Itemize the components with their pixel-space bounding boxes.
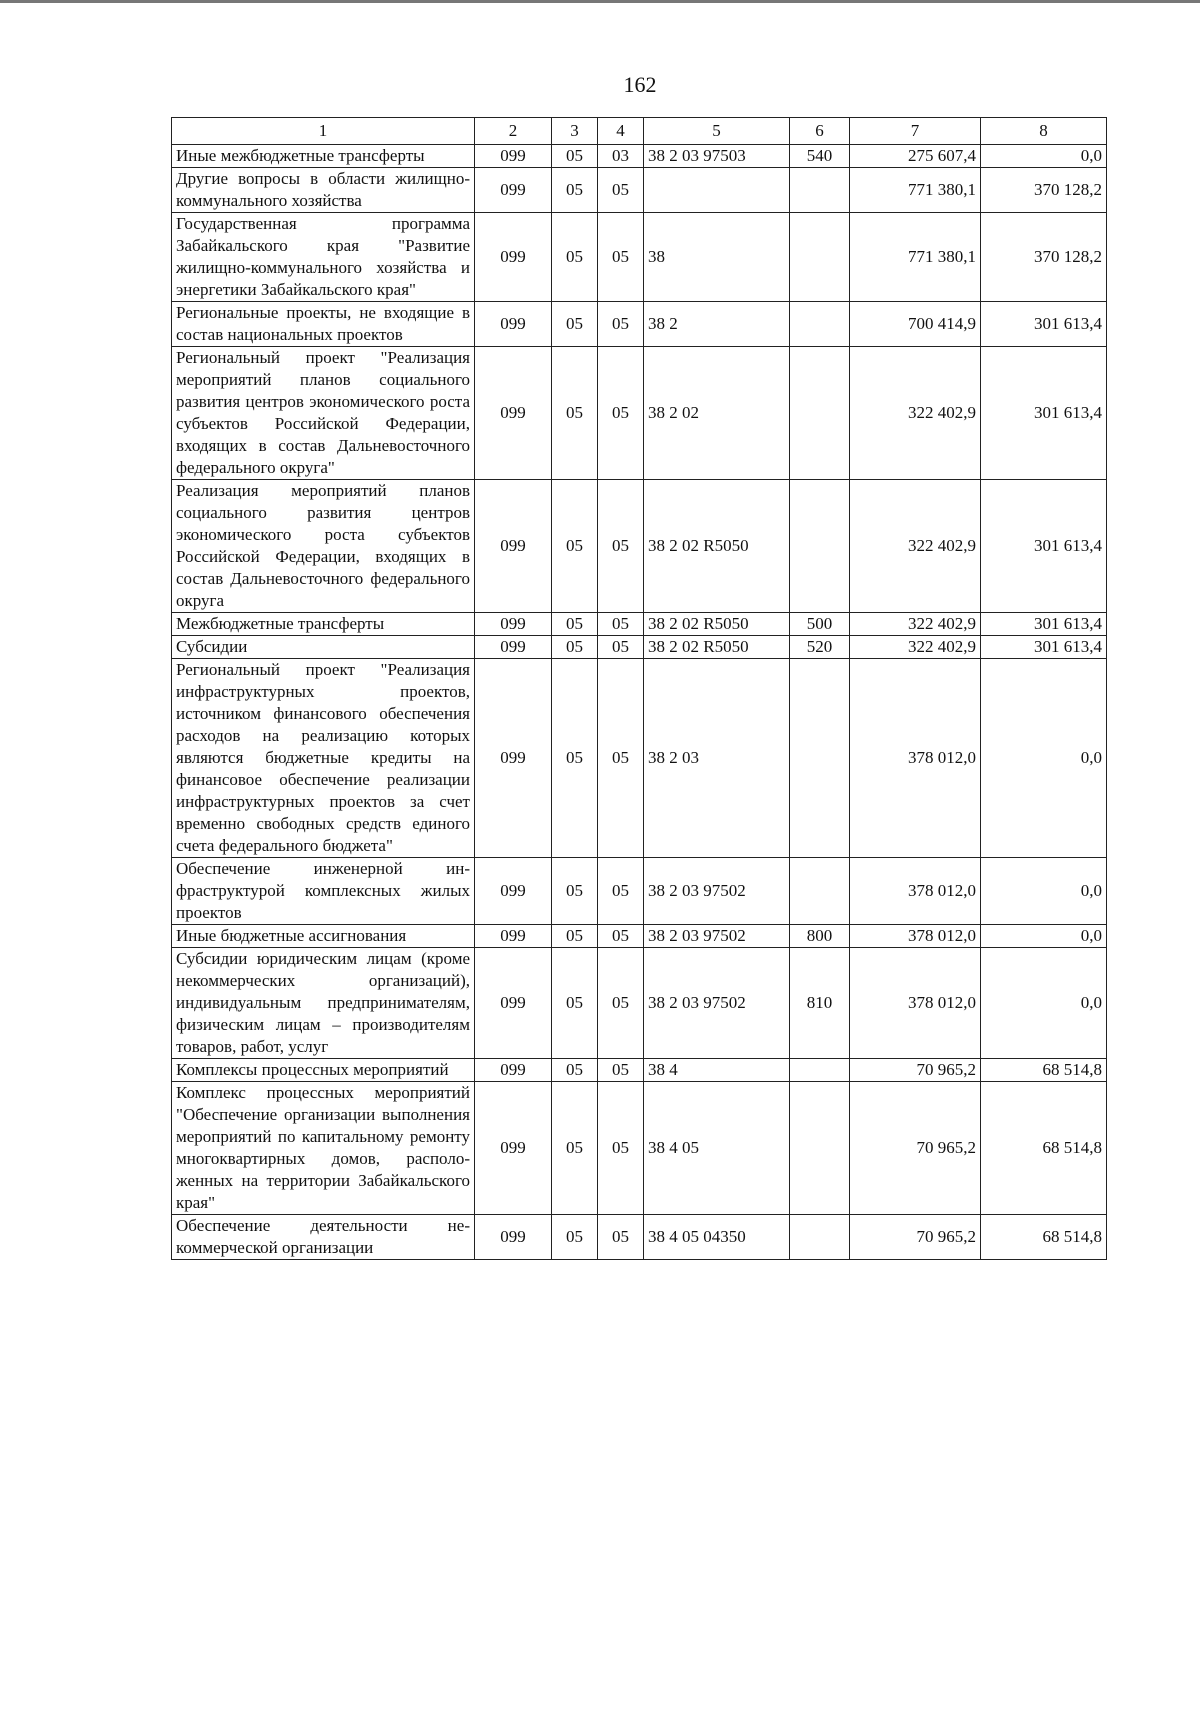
cell-col-7: 70 965,2 <box>850 1082 981 1215</box>
row-name-cell: Комплексы процессных мероприятий <box>172 1059 475 1082</box>
cell-col-8: 68 514,8 <box>981 1215 1107 1260</box>
cell-col-7: 275 607,4 <box>850 145 981 168</box>
cell-col-5: 38 4 05 04350 <box>644 1215 790 1260</box>
table-row <box>172 145 1107 168</box>
cell-col-4: 05 <box>598 1059 644 1082</box>
cell-col-4: 05 <box>598 948 644 1059</box>
cell-col-3: 05 <box>552 636 598 659</box>
cell-col-8: 370 128,2 <box>981 168 1107 213</box>
cell-col-8: 370 128,2 <box>981 213 1107 302</box>
cell-col-3: 05 <box>552 480 598 613</box>
table-row <box>172 1059 1107 1082</box>
cell-col-6 <box>790 302 850 347</box>
row-name-cell: Региональный проект "Реализация мероприятий планов социального развития центров экономического роста субъектов Российской Федерации, входящих в состав Дальневосточного федерального округа" <box>172 347 475 480</box>
cell-col-2: 099 <box>475 636 552 659</box>
cell-col-8: 301 613,4 <box>981 613 1107 636</box>
row-name-cell: Государственная программа Забайкальского края "Развитие жилищно-коммунального хозяйства и энергетики Забайкальского края" <box>172 213 475 302</box>
table-row <box>172 347 1107 480</box>
cell-col-3: 05 <box>552 659 598 858</box>
row-name-cell: Реализация мероприятий планов социального развития центров экономического роста субъектов Российской Федерации, входящих в состав Дальневосточного федерального округа <box>172 480 475 613</box>
column-header: 2 <box>475 118 552 145</box>
cell-col-3: 05 <box>552 347 598 480</box>
cell-col-8: 0,0 <box>981 659 1107 858</box>
cell-col-5: 38 2 02 <box>644 347 790 480</box>
table-row <box>172 948 1107 1059</box>
cell-col-6: 520 <box>790 636 850 659</box>
cell-col-4: 05 <box>598 659 644 858</box>
cell-col-5 <box>644 168 790 213</box>
page-number: 162 <box>623 72 657 97</box>
cell-col-5: 38 2 03 97503 <box>644 145 790 168</box>
row-name-cell: Региональный проект "Реализация инфраструктурных проектов, источником финансового обеспечения расходов на реализацию которых являются бюджетные кредиты на финансовое обеспечение реализации инфраструктурных проектов за счет временно свободных средств единого счета федерального бюджета" <box>172 659 475 858</box>
row-name-cell: Другие вопросы в области жилищно-коммунального хозяйства <box>172 168 475 213</box>
row-name-cell: Региональные проекты, не входящие в состав национальных проектов <box>172 302 475 347</box>
cell-col-5: 38 2 02 R5050 <box>644 613 790 636</box>
cell-col-2: 099 <box>475 613 552 636</box>
cell-col-3: 05 <box>552 613 598 636</box>
cell-col-3: 05 <box>552 858 598 925</box>
cell-col-3: 05 <box>552 1215 598 1260</box>
row-name-cell: Обеспечение инженерной инфраструктурой комплексных жилых проектов <box>172 858 475 925</box>
cell-col-2: 099 <box>475 858 552 925</box>
header-row <box>172 118 1107 145</box>
cell-col-2: 099 <box>475 1082 552 1215</box>
row-name-cell: Межбюджетные трансферты <box>172 613 475 636</box>
scan-edge <box>0 0 1200 3</box>
cell-col-7: 378 012,0 <box>850 858 981 925</box>
cell-col-2: 099 <box>475 145 552 168</box>
cell-col-4: 05 <box>598 1215 644 1260</box>
cell-col-7: 70 965,2 <box>850 1059 981 1082</box>
row-name-cell: Иные межбюджетные трансферты <box>172 145 475 168</box>
cell-col-5: 38 2 02 R5050 <box>644 636 790 659</box>
cell-col-8: 68 514,8 <box>981 1059 1107 1082</box>
cell-col-8: 301 613,4 <box>981 480 1107 613</box>
cell-col-8: 301 613,4 <box>981 302 1107 347</box>
table-row <box>172 925 1107 948</box>
cell-col-7: 322 402,9 <box>850 613 981 636</box>
cell-col-6 <box>790 1215 850 1260</box>
cell-col-6 <box>790 480 850 613</box>
cell-col-5: 38 2 03 <box>644 659 790 858</box>
cell-col-4: 03 <box>598 145 644 168</box>
cell-col-6: 540 <box>790 145 850 168</box>
table-row <box>172 613 1107 636</box>
cell-col-7: 771 380,1 <box>850 168 981 213</box>
cell-col-8: 301 613,4 <box>981 347 1107 480</box>
cell-col-3: 05 <box>552 302 598 347</box>
cell-col-4: 05 <box>598 347 644 480</box>
row-name-cell: Субсидии юридическим лицам (кроме некоммерческих организаций), индивидуальным предпринимателям, физическим лицам – производителям товаров, работ, услуг <box>172 948 475 1059</box>
cell-col-5: 38 <box>644 213 790 302</box>
cell-col-6 <box>790 1082 850 1215</box>
cell-col-2: 099 <box>475 480 552 613</box>
cell-col-6: 500 <box>790 613 850 636</box>
cell-col-7: 322 402,9 <box>850 636 981 659</box>
cell-col-7: 378 012,0 <box>850 948 981 1059</box>
cell-col-4: 05 <box>598 168 644 213</box>
cell-col-5: 38 4 <box>644 1059 790 1082</box>
cell-col-6: 810 <box>790 948 850 1059</box>
cell-col-4: 05 <box>598 613 644 636</box>
cell-col-2: 099 <box>475 302 552 347</box>
row-name-cell: Субсидии <box>172 636 475 659</box>
table-row <box>172 1215 1107 1260</box>
cell-col-8: 0,0 <box>981 948 1107 1059</box>
table-row <box>172 302 1107 347</box>
cell-col-8: 0,0 <box>981 858 1107 925</box>
cell-col-4: 05 <box>598 213 644 302</box>
cell-col-3: 05 <box>552 948 598 1059</box>
table-row <box>172 659 1107 858</box>
cell-col-3: 05 <box>552 1082 598 1215</box>
cell-col-4: 05 <box>598 1082 644 1215</box>
cell-col-6 <box>790 1059 850 1082</box>
column-header: 6 <box>790 118 850 145</box>
cell-col-7: 771 380,1 <box>850 213 981 302</box>
cell-col-8: 301 613,4 <box>981 636 1107 659</box>
cell-col-2: 099 <box>475 213 552 302</box>
cell-col-8: 68 514,8 <box>981 1082 1107 1215</box>
column-header: 7 <box>850 118 981 145</box>
cell-col-3: 05 <box>552 925 598 948</box>
column-header: 8 <box>981 118 1107 145</box>
cell-col-3: 05 <box>552 145 598 168</box>
cell-col-6 <box>790 347 850 480</box>
cell-col-2: 099 <box>475 168 552 213</box>
cell-col-3: 05 <box>552 168 598 213</box>
cell-col-5: 38 2 02 R5050 <box>644 480 790 613</box>
cell-col-8: 0,0 <box>981 925 1107 948</box>
cell-col-6: 800 <box>790 925 850 948</box>
cell-col-5: 38 2 03 97502 <box>644 925 790 948</box>
cell-col-2: 099 <box>475 925 552 948</box>
cell-col-7: 378 012,0 <box>850 925 981 948</box>
column-header: 4 <box>598 118 644 145</box>
column-header: 3 <box>552 118 598 145</box>
cell-col-2: 099 <box>475 948 552 1059</box>
cell-col-6 <box>790 213 850 302</box>
cell-col-4: 05 <box>598 302 644 347</box>
column-header: 1 <box>172 118 475 145</box>
cell-col-2: 099 <box>475 659 552 858</box>
cell-col-7: 700 414,9 <box>850 302 981 347</box>
column-header: 5 <box>644 118 790 145</box>
cell-col-5: 38 2 <box>644 302 790 347</box>
cell-col-2: 099 <box>475 1059 552 1082</box>
cell-col-2: 099 <box>475 1215 552 1260</box>
cell-col-7: 322 402,9 <box>850 480 981 613</box>
cell-col-6 <box>790 659 850 858</box>
cell-col-5: 38 4 05 <box>644 1082 790 1215</box>
budget-table <box>171 117 1107 1260</box>
row-name-cell: Комплекс процессных мероприятий "Обеспечение организации выполнения мероприятий по капитальному ремонту многоквартирных домов, расположенных на территории Забайкальского края" <box>172 1082 475 1215</box>
cell-col-4: 05 <box>598 636 644 659</box>
cell-col-2: 099 <box>475 347 552 480</box>
cell-col-3: 05 <box>552 213 598 302</box>
cell-col-8: 0,0 <box>981 145 1107 168</box>
cell-col-6 <box>790 858 850 925</box>
cell-col-4: 05 <box>598 858 644 925</box>
cell-col-6 <box>790 168 850 213</box>
cell-col-4: 05 <box>598 925 644 948</box>
cell-col-5: 38 2 03 97502 <box>644 948 790 1059</box>
cell-col-4: 05 <box>598 480 644 613</box>
cell-col-3: 05 <box>552 1059 598 1082</box>
cell-col-5: 38 2 03 97502 <box>644 858 790 925</box>
table-row <box>172 168 1107 213</box>
table-row <box>172 858 1107 925</box>
cell-col-7: 378 012,0 <box>850 659 981 858</box>
cell-col-7: 322 402,9 <box>850 347 981 480</box>
row-name-cell: Иные бюджетные ассигнования <box>172 925 475 948</box>
row-name-cell: Обеспечение деятельности некоммерческой организации <box>172 1215 475 1260</box>
table-row <box>172 1082 1107 1215</box>
table-row <box>172 213 1107 302</box>
cell-col-7: 70 965,2 <box>850 1215 981 1260</box>
table-row <box>172 480 1107 613</box>
table-row <box>172 636 1107 659</box>
